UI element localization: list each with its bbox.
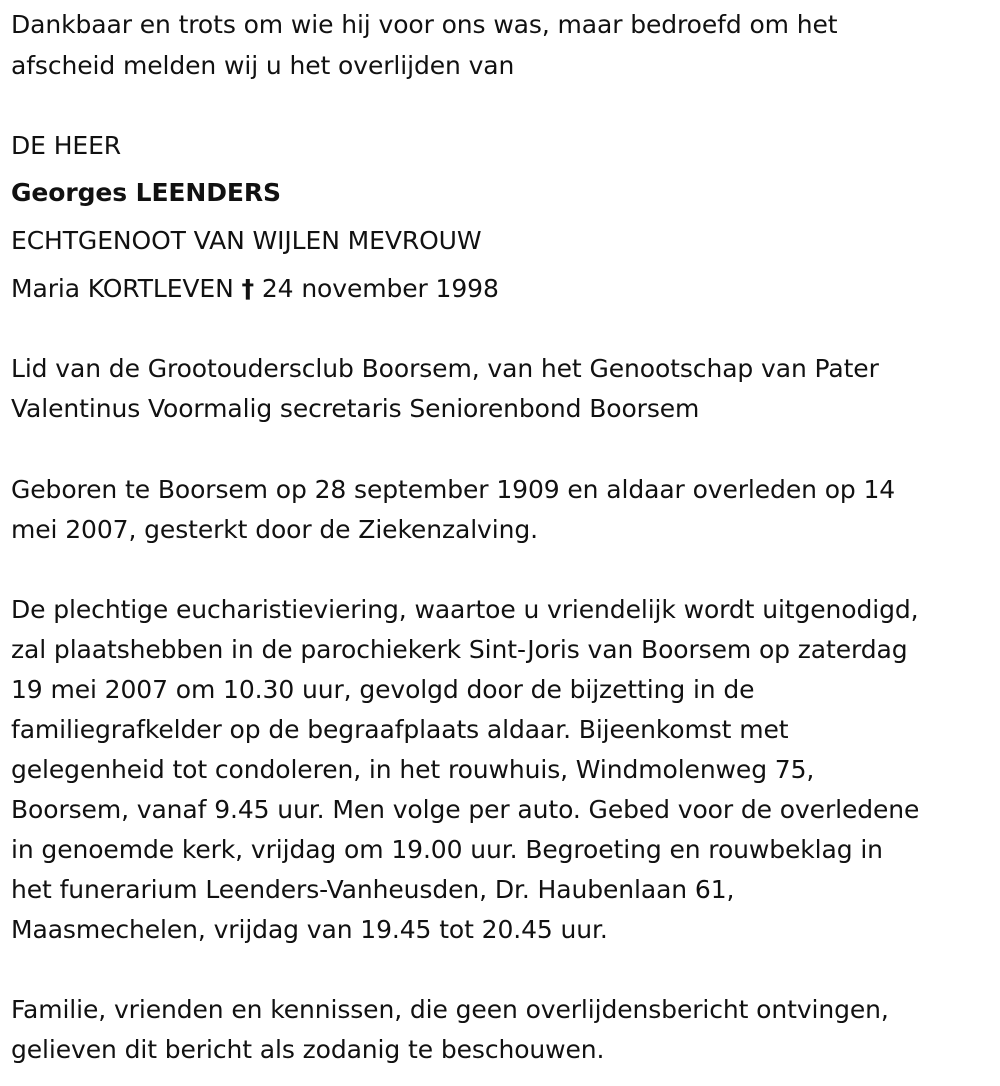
intro-line-1: Dankbaar en trots om wie hij voor ons was, maar bedroefd om het bbox=[11, 10, 838, 39]
membership-line-2: Valentinus Voormalig secretaris Seniorenbond Boorsem bbox=[11, 394, 700, 423]
ceremony-line: familiegrafkelder op de begraafplaats aldaar. Bijeenkomst met bbox=[11, 715, 789, 744]
closing-line-1: Familie, vrienden en kennissen, die geen overlijdensbericht ontvingen, bbox=[11, 995, 889, 1024]
birth-death-line-2: mei 2007, gesterkt door de Ziekenzalving. bbox=[11, 515, 538, 544]
ceremony-line: Maasmechelen, vrijdag van 19.45 tot 20.45 uur. bbox=[11, 915, 608, 944]
ceremony-line: het funerarium Leenders-Vanheusden, Dr. Haubenlaan 61, bbox=[11, 875, 735, 904]
title-prefix: DE HEER bbox=[11, 131, 122, 160]
cross-icon: † bbox=[241, 274, 254, 303]
membership-line-1: Lid van de Grootoudersclub Boorsem, van het Genootschap van Pater bbox=[11, 354, 879, 383]
spouse-line bbox=[11, 269, 499, 309]
ceremony-line: 19 mei 2007 om 10.30 uur, gevolgd door de bijzetting in de bbox=[11, 675, 755, 704]
spouse-name: Maria KORTLEVEN bbox=[11, 274, 234, 303]
ceremony-line: zal plaatshebben in de parochiekerk Sint-Joris van Boorsem op zaterdag bbox=[11, 635, 908, 664]
intro-line-2: afscheid melden wij u het overlijden van bbox=[11, 51, 515, 80]
spouse-death-date: 24 november 1998 bbox=[261, 274, 499, 303]
birth-death-line-1: Geboren te Boorsem op 28 september 1909 en aldaar overleden op 14 bbox=[11, 475, 896, 504]
deceased-name: Georges LEENDERS bbox=[11, 178, 281, 207]
ceremony-line: gelegenheid tot condoleren, in het rouwhuis, Windmolenweg 75, bbox=[11, 755, 815, 784]
closing-line-2: gelieven dit bericht als zodanig te beschouwen. bbox=[11, 1035, 605, 1064]
ceremony-line: in genoemde kerk, vrijdag om 19.00 uur. Begroeting en rouwbeklag in bbox=[11, 835, 883, 864]
spouse-title: ECHTGENOOT VAN WIJLEN MEVROUW bbox=[11, 226, 482, 255]
ceremony-line: De plechtige eucharistieviering, waartoe u vriendelijk wordt uitgenodigd, bbox=[11, 595, 919, 624]
ceremony-line: Boorsem, vanaf 9.45 uur. Men volge per auto. Gebed voor de overledene bbox=[11, 795, 920, 824]
